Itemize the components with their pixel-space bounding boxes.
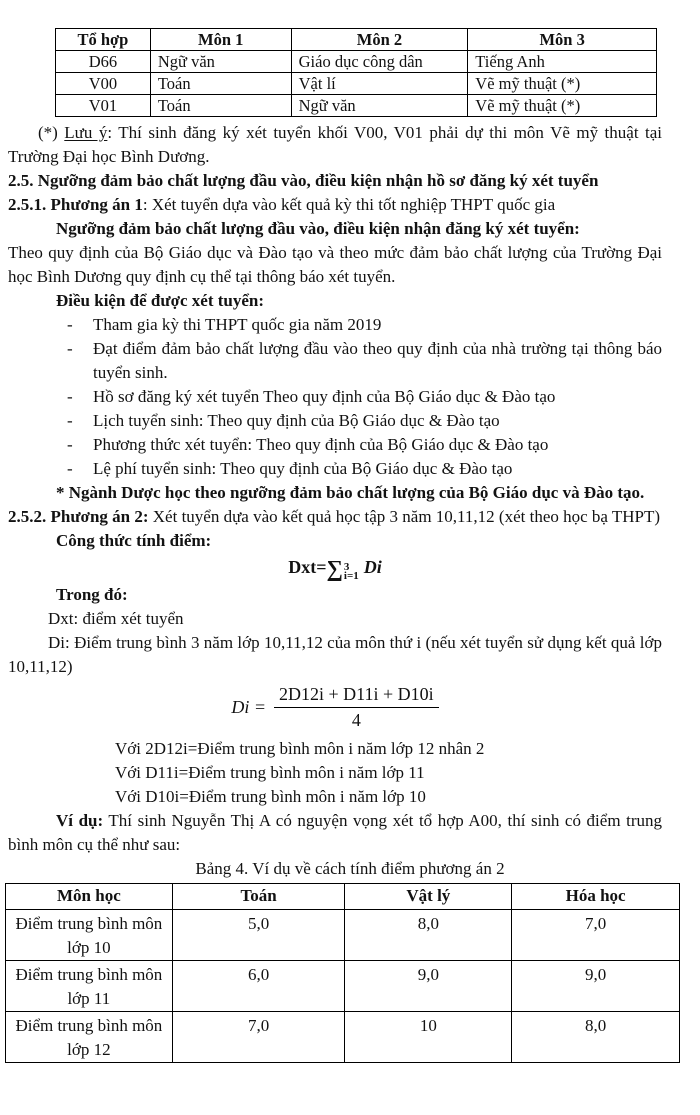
- footnote-marker: (*): [38, 123, 65, 142]
- section-2-5-2-text: Xét tuyển dựa vào kết quả học tập 3 năm 10,11,12 (xét theo học bạ THPT): [148, 507, 661, 526]
- col-header-vat-ly: Vật lý: [345, 884, 512, 910]
- sigma-lower-limit: i=1: [343, 570, 359, 582]
- subject-1: Toán: [150, 73, 291, 95]
- section-2-5-2-label: 2.5.2. Phương án 2:: [8, 507, 149, 526]
- formula-term: Di: [363, 557, 382, 577]
- score-cell: 9,0: [345, 961, 512, 1012]
- col-header-mon-hoc: Môn học: [6, 884, 173, 910]
- score-cell: 8,0: [512, 1012, 680, 1063]
- table-row: [6, 910, 680, 961]
- subject-2: Giáo dục công dân: [291, 51, 468, 73]
- table-row: [6, 1012, 680, 1063]
- subject-3: Vẽ mỹ thuật (*): [468, 73, 657, 95]
- table-row: [56, 73, 657, 95]
- subject-2: Ngữ văn: [291, 95, 468, 117]
- formula-heading: Công thức tính điểm:: [56, 531, 212, 550]
- table-row: [6, 961, 680, 1012]
- score-table: [5, 883, 680, 1063]
- score-cell: 5,0: [172, 910, 345, 961]
- row-label: Điểm trung bình môn lớp 10: [6, 910, 173, 961]
- col-header-to-hop: Tổ hợp: [56, 29, 151, 51]
- score-cell: 7,0: [512, 910, 680, 961]
- col-header-mon2: Môn 2: [291, 29, 468, 51]
- combo-code: D66: [56, 51, 151, 73]
- document-body: [0, 117, 700, 857]
- fraction-numerator: 2D12i + D11i + D10i: [274, 682, 439, 708]
- formula-lhs: Di =: [231, 696, 266, 717]
- threshold-subheading: Ngưỡng đảm bảo chất lượng đầu vào, điều kiện nhận đăng ký xét tuyển:: [56, 219, 580, 238]
- sigma-upper-limit: 3: [343, 561, 350, 573]
- list-item: - Phương thức xét tuyển: Theo quy định của Bộ Giáo dục & Đào tạo: [65, 433, 662, 457]
- combination-table: [55, 28, 657, 117]
- footnote-text: : Thí sinh đăng ký xét tuyển khối V00, V01 phải dự thi môn Vẽ mỹ thuật tại Trường Đại học Bình Dương.: [8, 123, 663, 166]
- col-header-mon3: Môn 3: [468, 29, 657, 51]
- sum-formula: [8, 553, 662, 583]
- conditions-heading: Điều kiện để được xét tuyển:: [56, 291, 265, 310]
- list-item: - Đạt điểm đảm bảo chất lượng đầu vào theo quy định của nhà trường tại thông báo tuyển sinh.: [65, 337, 662, 385]
- pharmacy-note: * Ngành Dược học theo ngưỡng đảm bảo chất lượng của Bộ Giáo dục và Đào tạo.: [56, 483, 645, 502]
- dxt-definition: Dxt: điểm xét tuyển: [48, 609, 184, 628]
- list-item: - Hồ sơ đăng ký xét tuyển Theo quy định của Bộ Giáo dục & Đào tạo: [65, 385, 662, 409]
- score-cell: 6,0: [172, 961, 345, 1012]
- score-cell: 9,0: [512, 961, 680, 1012]
- list-item: - Tham gia kỳ thi THPT quốc gia năm 2019: [65, 313, 662, 337]
- combo-code: V01: [56, 95, 151, 117]
- score-cell: 7,0: [172, 1012, 345, 1063]
- section-2-5-1-label: 2.5.1. Phương án 1: [8, 195, 143, 214]
- table-header-row: [6, 884, 680, 910]
- di-definition: Di: Điểm trung bình 3 năm lớp 10,11,12 của môn thứ i (nếu xét tuyển sử dụng kết quả lớp 10,11,12): [8, 633, 662, 676]
- table-row: [56, 51, 657, 73]
- table-header-row: [56, 29, 657, 51]
- score-cell: 10: [345, 1012, 512, 1063]
- conditions-list: [65, 313, 662, 481]
- example-paragraph: [8, 809, 662, 857]
- subject-2: Vật lí: [291, 73, 468, 95]
- row-label: Điểm trung bình môn lớp 12: [6, 1012, 173, 1063]
- section-2-5-heading: 2.5. Ngưỡng đảm bảo chất lượng đầu vào, điều kiện nhận hồ sơ đăng ký xét tuyển: [8, 171, 599, 190]
- list-item: - Lịch tuyển sinh: Theo quy định của Bộ Giáo dục & Đào tạo: [65, 409, 662, 433]
- fraction: [274, 682, 439, 732]
- threshold-paragraph: Theo quy định của Bộ Giáo dục và Đào tạo và theo mức đảm bảo chất lượng của Trường Đại học Bình Dương quy định cụ thể tại thông báo xét tuyển.: [8, 243, 662, 286]
- table-row: [56, 95, 657, 117]
- voi-line: Với 2D12i=Điểm trung bình môn i năm lớp 12 nhân 2: [115, 739, 485, 758]
- col-header-hoa-hoc: Hóa học: [512, 884, 680, 910]
- col-header-toan: Toán: [172, 884, 345, 910]
- section-2-5-1-paragraph: [8, 193, 662, 217]
- footnote-label: Lưu ý: [64, 123, 108, 142]
- di-formula: [8, 682, 662, 732]
- list-item: - Lệ phí tuyển sinh: Theo quy định của Bộ Giáo dục & Đào tạo: [65, 457, 662, 481]
- trong-do-heading: Trong đó:: [56, 585, 128, 604]
- voi-line: Với D10i=Điểm trung bình môn i năm lớp 10: [115, 787, 426, 806]
- col-header-mon1: Môn 1: [150, 29, 291, 51]
- sigma-symbol: ∑: [326, 556, 343, 581]
- subject-3: Vẽ mỹ thuật (*): [468, 95, 657, 117]
- example-text: Thí sinh Nguyễn Thị A có nguyện vọng xét tổ hợp A00, thí sinh có điểm trung bình môn cụ thể như sau:: [8, 811, 662, 854]
- footnote-paragraph: [8, 121, 662, 169]
- example-label: Ví dụ:: [56, 811, 104, 830]
- subject-3: Tiếng Anh: [468, 51, 657, 73]
- row-label: Điểm trung bình môn lớp 11: [6, 961, 173, 1012]
- section-2-5-1-text: : Xét tuyển dựa vào kết quả kỳ thi tốt nghiệp THPT quốc gia: [142, 195, 556, 214]
- table4-caption: Bảng 4. Ví dụ về cách tính điểm phương án 2: [195, 859, 505, 878]
- combo-code: V00: [56, 73, 151, 95]
- sigma-limits: [344, 563, 359, 581]
- voi-line: Với D11i=Điểm trung bình môn i năm lớp 11: [115, 763, 425, 782]
- section-2-5-2-paragraph: [8, 505, 662, 529]
- subject-1: Toán: [150, 95, 291, 117]
- fraction-denominator: 4: [351, 710, 361, 730]
- score-cell: 8,0: [345, 910, 512, 961]
- formula-lhs: Dxt=: [288, 557, 327, 577]
- subject-1: Ngữ văn: [150, 51, 291, 73]
